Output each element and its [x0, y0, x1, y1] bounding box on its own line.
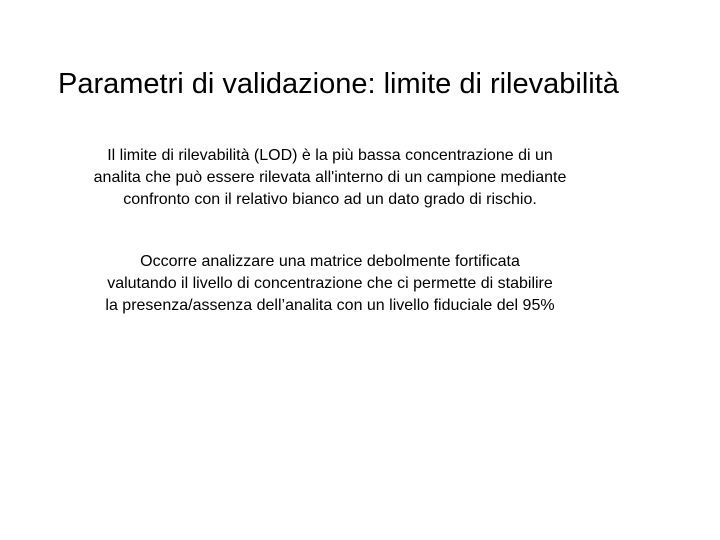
paragraph-line: valutando il livello di concentrazione che ci permette di stabilire: [107, 275, 553, 292]
paragraph-line: la presenza/assenza dell’analita con un livello fiduciale del 95%: [105, 297, 555, 314]
slide-title: Parametri di validazione: limite di rilevabilità: [58, 68, 619, 100]
paragraph-line: confronto con il relativo bianco ad un dato grado di rischio.: [123, 191, 537, 208]
paragraph-line: Il limite di rilevabilità (LOD) è la più bassa concentrazione di un: [107, 147, 553, 164]
lod-definition-paragraph: [30, 145, 630, 211]
paragraph-line: Occorre analizzare una matrice debolmente fortificata: [140, 253, 520, 270]
paragraph-line: analita che può essere rilevata all'interno di un campione mediante: [93, 169, 567, 186]
procedure-paragraph: [30, 251, 630, 317]
